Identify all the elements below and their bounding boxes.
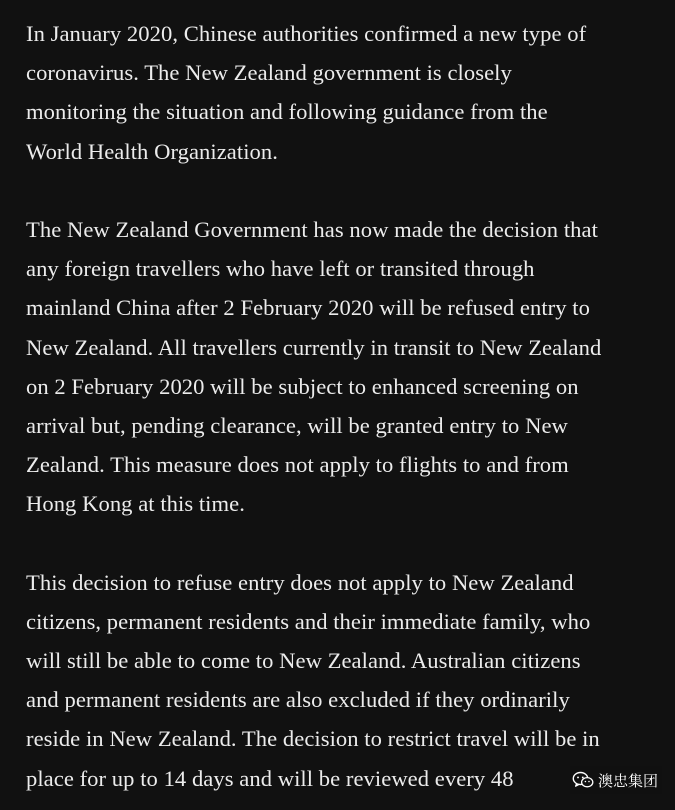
text-line: mainland China after 2 February 2020 will be refused entry to bbox=[26, 295, 590, 321]
text-line: on 2 February 2020 will be subject to enhanced screening on bbox=[26, 373, 579, 399]
text-line: In January 2020, Chinese authorities confirmed a new type of bbox=[26, 21, 587, 46]
paragraph-3 bbox=[26, 563, 666, 798]
text-line: Hong Kong at this time. bbox=[26, 491, 245, 517]
text-line: and permanent residents are also excluded if they ordinarily bbox=[26, 687, 570, 713]
watermark bbox=[570, 766, 662, 794]
text-line: The New Zealand Government has now made the decision that bbox=[26, 216, 598, 242]
paragraph-2 bbox=[26, 210, 666, 524]
text-line: will still be able to come to New Zealand. Australian citizens bbox=[26, 648, 581, 673]
article-body bbox=[26, 14, 666, 798]
paragraph-spacer bbox=[26, 523, 666, 562]
text-line: Zealand. This measure does not apply to flights to and from bbox=[26, 452, 569, 478]
text-line: arrival but, pending clearance, will be granted entry to New bbox=[26, 412, 568, 438]
paragraph-spacer bbox=[26, 171, 666, 210]
text-line: World Health Organization. bbox=[26, 138, 278, 164]
text-line: any foreign travellers who have left or transited through bbox=[26, 256, 535, 282]
paragraph-1 bbox=[26, 14, 666, 171]
watermark-label: 澳忠集团 bbox=[597, 771, 658, 790]
text-line: This decision to refuse entry does not apply to New Zealand bbox=[26, 569, 574, 595]
wechat-icon bbox=[572, 771, 594, 789]
text-line: reside in New Zealand. The decision to restrict travel will be in bbox=[26, 726, 600, 752]
text-line: coronavirus. The New Zealand government is closely bbox=[26, 60, 512, 86]
text-line: citizens, permanent residents and their immediate family, who bbox=[26, 608, 591, 634]
text-line: monitoring the situation and following guidance from the bbox=[26, 99, 548, 125]
text-line: New Zealand. All travellers currently in transit to New Zealand bbox=[26, 334, 602, 360]
text-line: place for up to 14 days and will be reviewed every 48 bbox=[26, 765, 514, 791]
